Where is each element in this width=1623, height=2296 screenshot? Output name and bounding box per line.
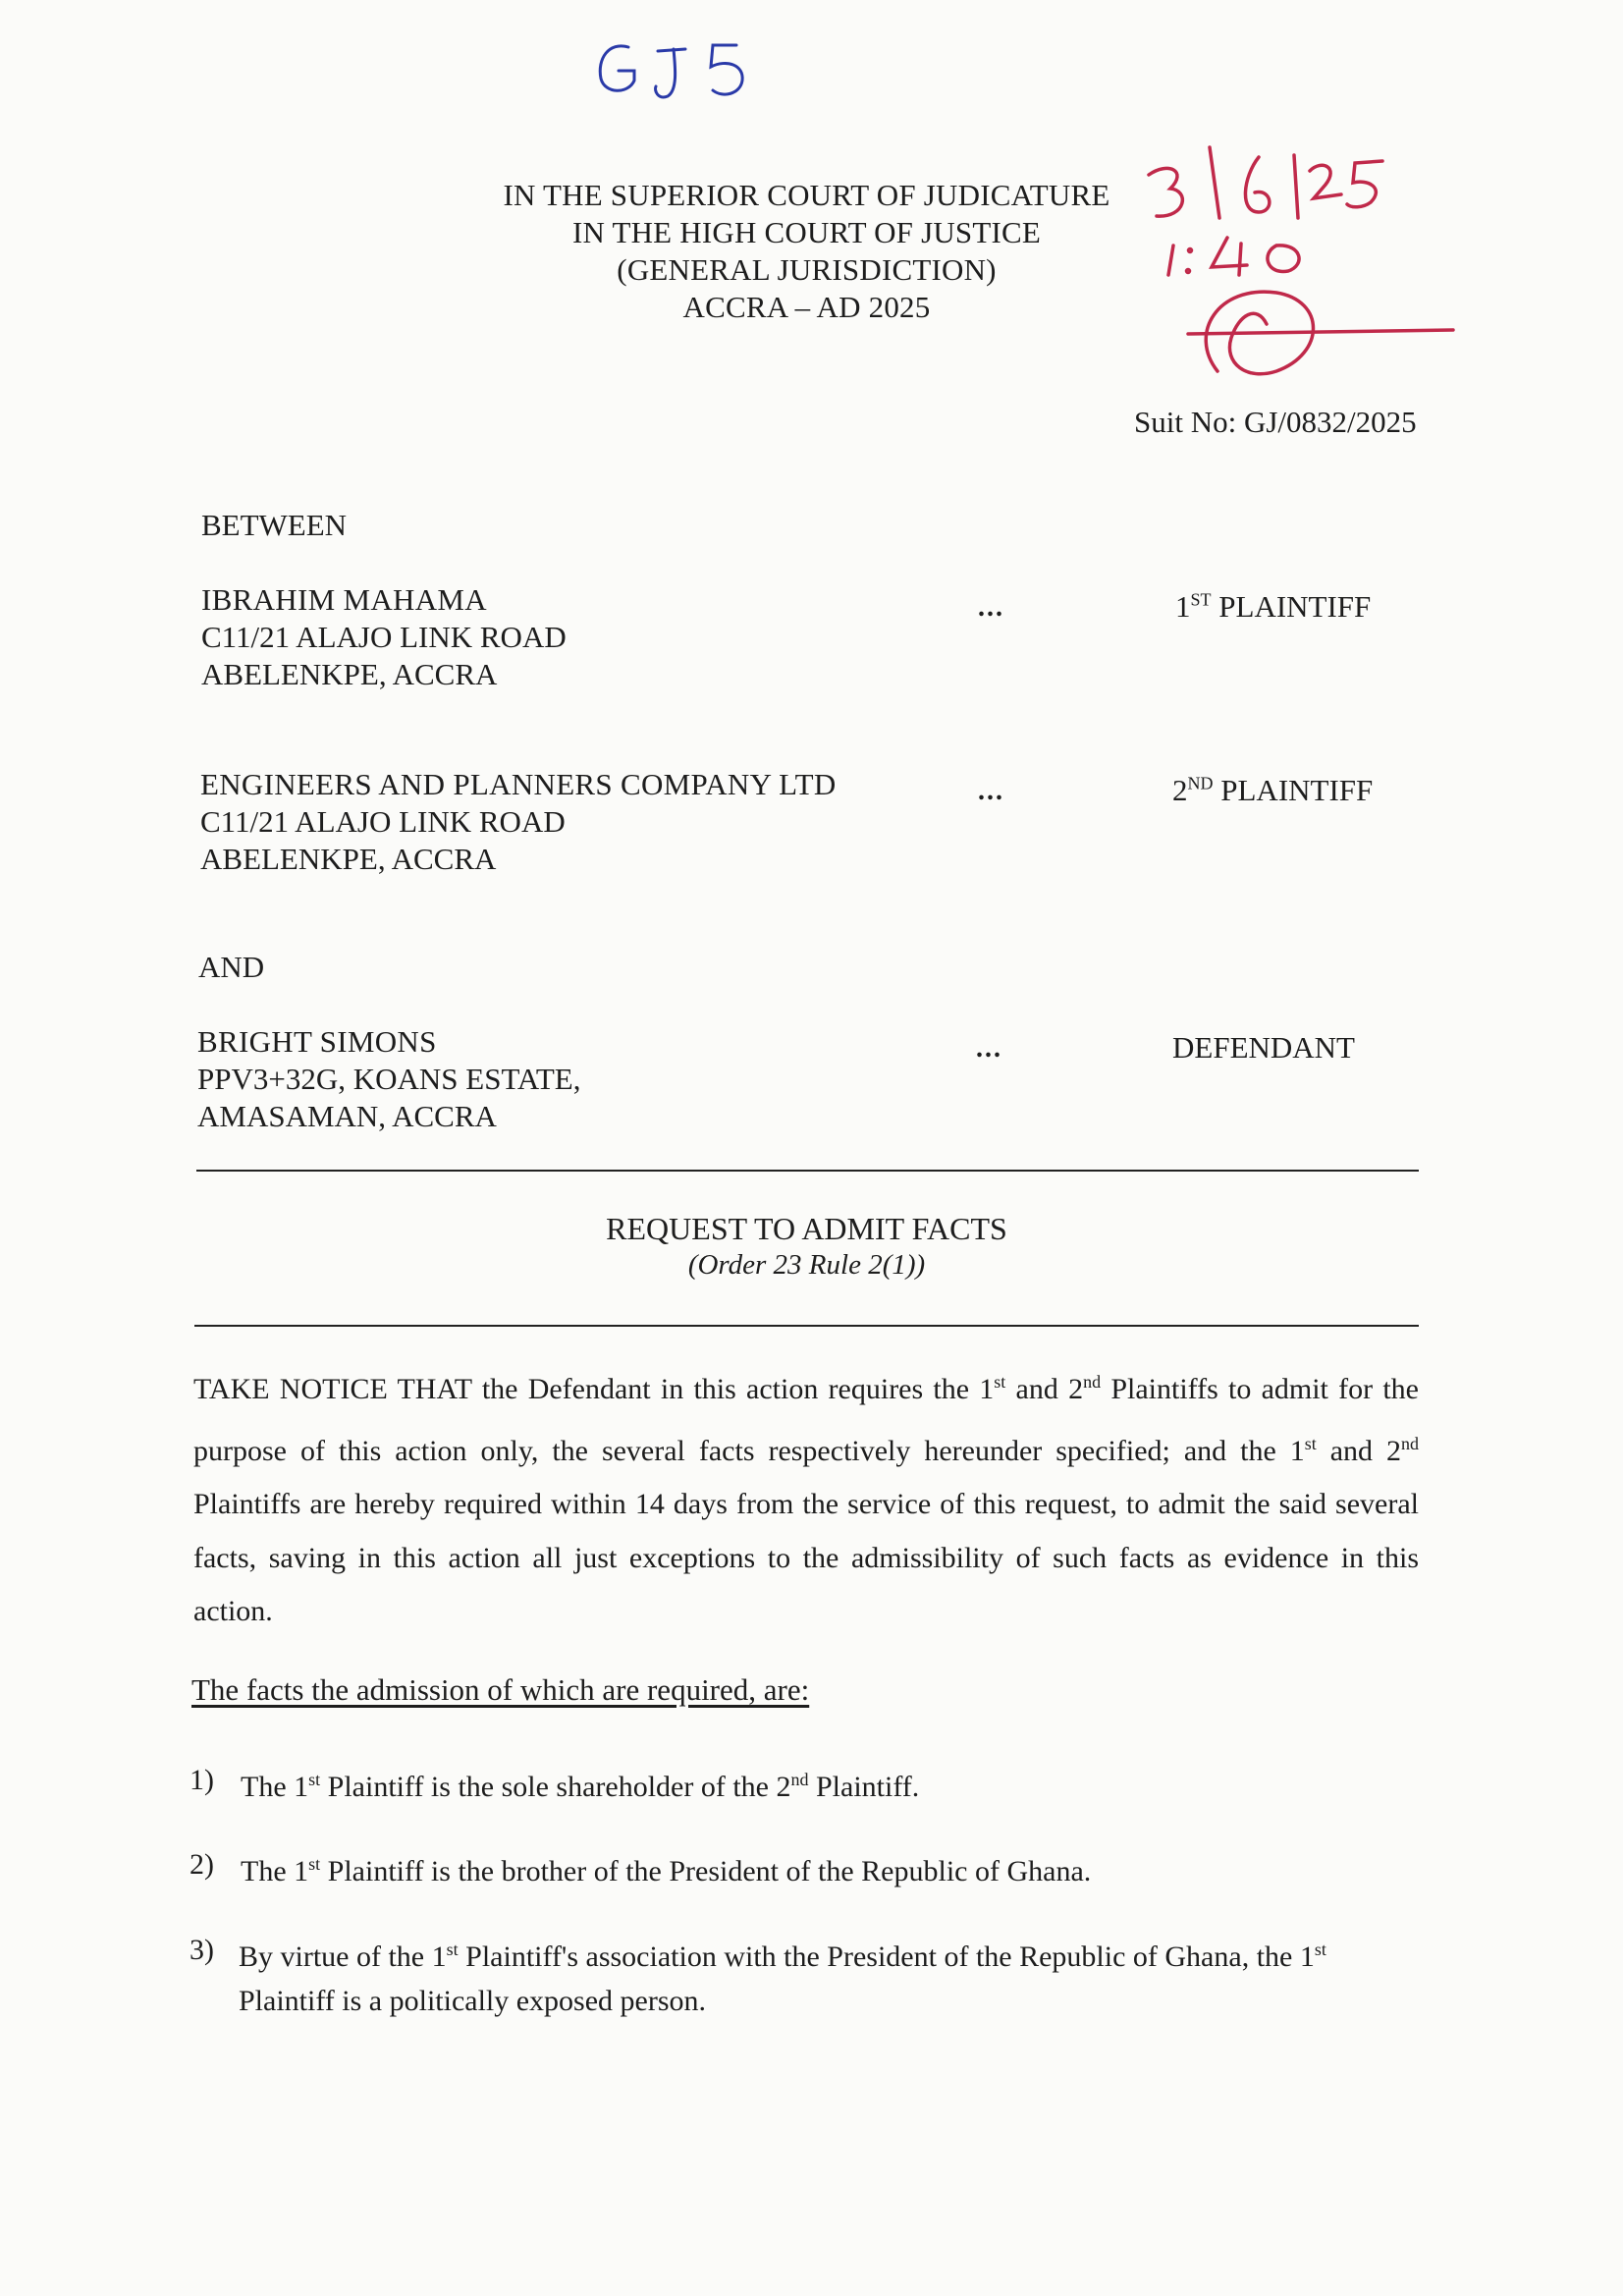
court-header-line-3: (GENERAL JURISDICTION) — [617, 252, 997, 287]
party-2-separator: ... — [978, 776, 1004, 806]
party-3-separator: ... — [976, 1033, 1002, 1064]
between-label: BETWEEN — [201, 508, 348, 542]
notice-text-4: and 2 — [1316, 1434, 1401, 1467]
fact-2-text — [241, 1842, 1419, 1893]
fact-1-part-c: Plaintiff. — [808, 1771, 920, 1803]
fact-3-part-b: Plaintiff's association with the President of the Republic of Ghana, the 1 — [458, 1941, 1315, 1973]
notice-text-2: and 2 — [1005, 1373, 1084, 1405]
fact-1-sup-a: st — [308, 1770, 321, 1789]
fact-2-part-b: Plaintiff is the brother of the President of the Republic of Ghana. — [320, 1855, 1092, 1887]
party-1-role-label: PLAINTIFF — [1218, 589, 1372, 624]
handwritten-mark-gj5 — [589, 29, 776, 108]
notice-sup-3: st — [1304, 1433, 1317, 1453]
fact-1-number: 1) — [189, 1764, 214, 1796]
party-1-name: IBRAHIM MAHAMA — [201, 582, 487, 617]
fact-3-number: 3) — [189, 1934, 214, 1966]
fact-1-sup-b: nd — [790, 1770, 809, 1789]
court-header-line-2: IN THE HIGH COURT OF JUSTICE — [571, 215, 1042, 249]
notice-text-1: TAKE NOTICE THAT the Defendant in this action requires the 1 — [193, 1373, 995, 1405]
horizontal-rule-top — [196, 1170, 1419, 1172]
facts-heading: The facts the admission of which are required, are: — [191, 1672, 810, 1707]
fact-1-part-b: Plaintiff is the sole shareholder of the 2 — [320, 1771, 791, 1803]
notice-sup-1: st — [994, 1372, 1006, 1392]
party-2-address-line-2: ABELENKPE, ACCRA — [200, 842, 497, 876]
fact-3-part-c: Plaintiff is a politically exposed person. — [239, 1985, 707, 2017]
notice-text-3: Plaintiffs to admit for the purpose of this action only, the several facts respectively hereunder specified; and the 1 — [193, 1373, 1419, 1467]
notice-sup-2: nd — [1083, 1372, 1102, 1392]
party-1-role-suffix: ST — [1190, 589, 1212, 610]
fact-3-sup-b: st — [1314, 1940, 1326, 1959]
party-1-address-line-2: ABELENKPE, ACCRA — [201, 657, 498, 691]
party-2-name: ENGINEERS AND PLANNERS COMPANY LTD — [200, 767, 837, 801]
court-header — [0, 177, 1623, 326]
notice-sup-4: nd — [1401, 1433, 1419, 1453]
fact-1-text — [241, 1758, 1419, 1809]
court-header-line-1: IN THE SUPERIOR COURT OF JUDICATURE — [503, 178, 1110, 212]
party-1-separator: ... — [978, 592, 1004, 623]
party-2-role-label: PLAINTIFF — [1220, 773, 1374, 807]
party-2-role — [1172, 773, 1373, 808]
notice-paragraph — [193, 1355, 1419, 1639]
party-3-address-line-2: AMASAMAN, ACCRA — [197, 1099, 497, 1133]
document-title: REQUEST TO ADMIT FACTS — [606, 1211, 1007, 1246]
horizontal-rule-bottom — [194, 1325, 1419, 1327]
fact-2-number: 2) — [189, 1848, 214, 1881]
party-3-block — [197, 1023, 580, 1135]
party-3-address-line-1: PPV3+32G, KOANS ESTATE, — [197, 1062, 581, 1096]
fact-3-sup-a: st — [446, 1940, 459, 1959]
court-header-line-4: ACCRA – AD 2025 — [682, 290, 931, 324]
fact-2-part-a: The 1 — [241, 1855, 309, 1887]
party-1-role — [1175, 589, 1371, 625]
fact-3-text — [239, 1928, 1417, 2023]
party-2-role-ordinal: 2 — [1172, 773, 1188, 807]
fact-1-part-a: The 1 — [241, 1771, 309, 1803]
and-label: AND — [198, 950, 265, 984]
party-2-address-line-1: C11/21 ALAJO LINK ROAD — [200, 804, 566, 839]
suit-number: Suit No: GJ/0832/2025 — [1134, 405, 1417, 439]
party-2-block — [200, 766, 837, 878]
party-1-address-line-1: C11/21 ALAJO LINK ROAD — [201, 620, 567, 654]
fact-3-part-a: By virtue of the 1 — [239, 1941, 447, 1973]
party-2-role-suffix: ND — [1187, 773, 1214, 793]
notice-text-5: Plaintiffs are hereby required within 14 days from the service of this request, to admit the said several facts, saving in this action all just exceptions to the admissibility of such facts as evidence in this action. — [193, 1488, 1419, 1627]
party-1-role-ordinal: 1 — [1175, 589, 1191, 624]
fact-2-sup-a: st — [308, 1854, 321, 1874]
party-3-name: BRIGHT SIMONS — [197, 1024, 437, 1059]
party-1-block — [201, 581, 567, 693]
party-3-role: DEFENDANT — [1172, 1030, 1355, 1065]
document-subtitle: (Order 23 Rule 2(1)) — [687, 1249, 926, 1281]
